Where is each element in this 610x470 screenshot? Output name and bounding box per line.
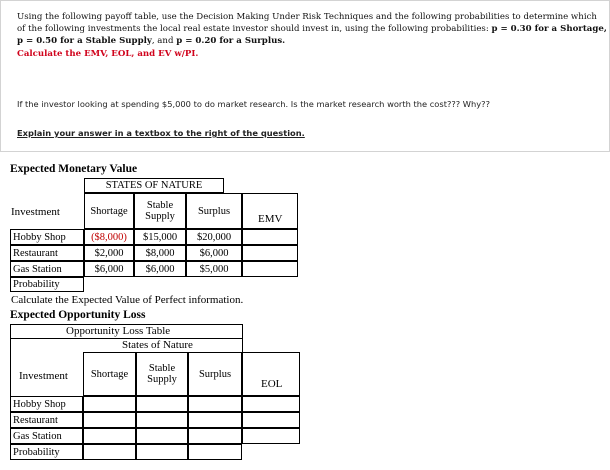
eol-value-cell[interactable] — [242, 412, 300, 428]
explain-text: Explain your answer in a textbox to the right of the question. — [17, 128, 305, 138]
emv-value-cell[interactable] — [242, 229, 298, 245]
eol-cell[interactable] — [188, 428, 242, 444]
eol-cell[interactable] — [136, 396, 188, 412]
emv-value-cell[interactable] — [242, 245, 298, 261]
opportunity-loss-table-title: Opportunity Loss Table — [66, 325, 171, 337]
emv-cell: $5,000 — [186, 261, 242, 277]
eol-cell[interactable] — [83, 396, 136, 412]
states-of-nature-header: STATES OF NATURE — [84, 178, 224, 193]
emv-cell: $20,000 — [186, 229, 242, 245]
emv-row-label: Restaurant — [10, 245, 84, 261]
eol-row-label: Gas Station — [10, 428, 83, 444]
emv-col-surplus: Surplus — [186, 193, 242, 229]
eol-right-border-top — [242, 324, 243, 352]
eol-col-shortage: Shortage — [83, 352, 136, 396]
eol-row-label: Hobby Shop — [10, 396, 83, 412]
emv-col-shortage: Shortage — [84, 193, 134, 229]
eol-cell[interactable] — [83, 412, 136, 428]
emv-cell: $6,000 — [84, 261, 134, 277]
eol-col-investment: Investment — [19, 370, 68, 382]
emv-value-cell[interactable] — [242, 261, 298, 277]
eol-cell[interactable] — [188, 396, 242, 412]
emv-cell: ($8,000) — [84, 229, 134, 245]
eol-probability-label: Probability — [10, 444, 83, 460]
eol-probability-cell[interactable] — [136, 444, 188, 460]
emv-cell: $6,000 — [134, 261, 186, 277]
emv-cell: $2,000 — [84, 245, 134, 261]
emv-col-investment: Investment — [11, 206, 60, 218]
calculate-heading: Calculate the EMV, EOL, and EV w/PI. — [17, 49, 199, 59]
question-text: If the investor looking at spending $5,000 to do market research. Is the market research worth the cost??? Why?? — [17, 99, 490, 109]
eol-probability-cell[interactable] — [83, 444, 136, 460]
eol-col-eol: EOL — [261, 378, 283, 390]
eol-cell[interactable] — [188, 412, 242, 428]
eol-value-cell[interactable] — [242, 396, 300, 412]
eol-col-stable: Stable Supply — [136, 352, 188, 396]
eol-states-header: States of Nature — [122, 339, 193, 351]
emv-col-emv-box — [242, 193, 298, 229]
spreadsheet — [0, 152, 610, 470]
emv-cell: $6,000 — [186, 245, 242, 261]
emv-col-stable: Stable Supply — [134, 193, 186, 229]
eol-cell[interactable] — [136, 412, 188, 428]
eol-cell[interactable] — [83, 428, 136, 444]
emv-cell: $15,000 — [134, 229, 186, 245]
eol-top-border — [10, 324, 243, 325]
emv-col-emv: EMV — [258, 213, 283, 225]
emv-row-label: Gas Station — [10, 261, 84, 277]
emv-probability-label: Probability — [10, 277, 84, 292]
eol-probability-cell[interactable] — [188, 444, 242, 460]
emv-row-label: Hobby Shop — [10, 229, 84, 245]
instructions-panel — [0, 0, 610, 152]
emv-cell: $8,000 — [134, 245, 186, 261]
instructions-text: Using the following payoff table, use the Decision Making Under Risk Techniques and the following probabilities to determine which of the following investments the local real estate investor should invest in, using the following probabilities: p = 0.30 for a Shortage, p = 0.50 for a Stable Supply, and p = 0.20 for a Surplus. — [17, 12, 607, 46]
eol-cell[interactable] — [136, 428, 188, 444]
eol-col-surplus: Surplus — [188, 352, 242, 396]
emv-title: Expected Monetary Value — [10, 163, 138, 175]
evpi-instruction: Calculate the Expected Value of Perfect information. — [11, 294, 244, 306]
eol-title: Expected Opportunity Loss — [10, 309, 146, 321]
eol-value-cell[interactable] — [242, 428, 300, 444]
eol-row-label: Restaurant — [10, 412, 83, 428]
